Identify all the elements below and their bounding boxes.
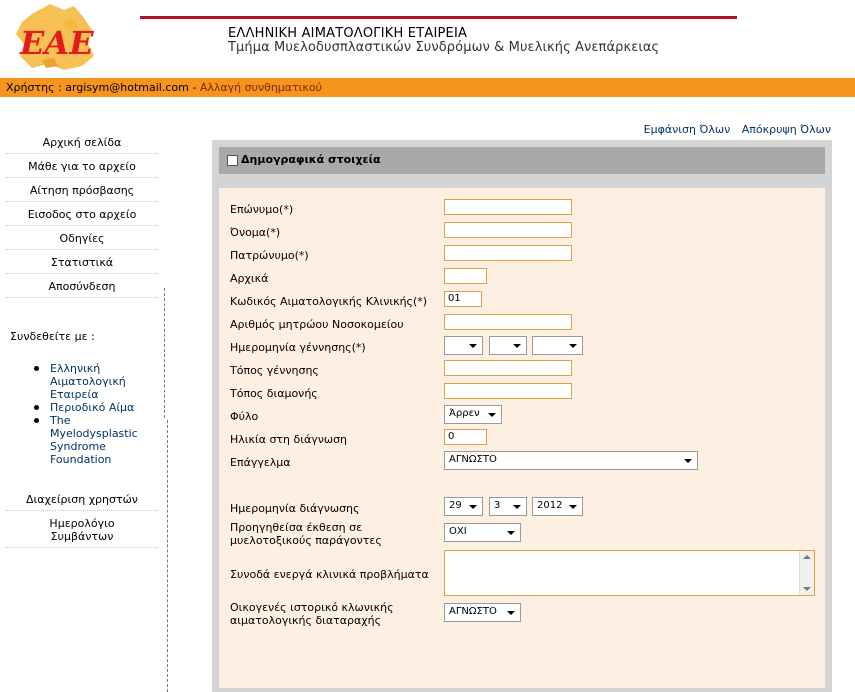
chevron-down-icon — [507, 611, 515, 615]
nav-divider-lower — [167, 420, 168, 692]
diagnosis-month-value: 3 — [494, 500, 501, 511]
hide-all-link[interactable]: Απόκρυψη Όλων — [741, 123, 831, 136]
user-email-label: Χρήστης : argisym@hotmail.com — [6, 81, 189, 94]
clinical-problems-label: Συνοδά ενεργά κλινικά προβλήματα — [230, 568, 429, 581]
birth-place-input[interactable] — [444, 360, 572, 376]
user-info — [6, 81, 322, 94]
residence-label: Τόπος διαμονής — [230, 387, 318, 400]
residence-input[interactable] — [444, 383, 572, 399]
age-diagnosis-label: Ηλικία στη διάγνωση — [230, 433, 348, 446]
external-links — [34, 362, 154, 466]
nav-divider — [164, 288, 165, 418]
diagnosis-year-select[interactable] — [532, 497, 583, 516]
father-name-input[interactable] — [444, 245, 572, 261]
link-hematology-society[interactable]: Ελληνική Αιματολογική Εταιρεία — [34, 362, 128, 401]
section-header[interactable] — [219, 147, 825, 174]
name-input[interactable] — [444, 222, 572, 238]
nav-item-access-request[interactable]: Αίτηση πρόσβασης — [6, 184, 158, 202]
occupation-select[interactable] — [444, 451, 698, 470]
textarea-scrollbar[interactable] — [799, 551, 814, 595]
chevron-down-icon — [513, 344, 521, 348]
father-name-label: Πατρώνυμο(*) — [230, 249, 309, 262]
family-history-value: ΑΓΝΩΣΤΟ — [449, 606, 497, 617]
chevron-down-icon — [507, 531, 515, 535]
initials-input[interactable] — [444, 268, 487, 284]
hospital-reg-input[interactable] — [444, 314, 572, 330]
clinic-code-label: Κωδικός Αιματολογικής Κλινικής(*) — [230, 295, 428, 308]
chevron-down-icon — [569, 344, 577, 348]
occupation-value: ΑΓΝΩΣΤΟ — [449, 454, 497, 465]
scroll-down-icon[interactable] — [803, 587, 811, 591]
nav-item-event-log-label: Ημερολόγιο Συμβάντων — [49, 517, 115, 543]
chevron-down-icon — [569, 505, 577, 509]
nav-item-logout[interactable]: Αποσύνδεση — [6, 280, 158, 298]
user-bar — [0, 78, 855, 97]
chevron-down-icon — [469, 505, 477, 509]
link-aima-journal[interactable]: Περιοδικό Αίμα — [34, 401, 154, 414]
prior-exposure-value: ΟΧΙ — [449, 526, 467, 537]
surname-label: Επώνυμο(*) — [230, 203, 294, 216]
prior-exposure-label — [230, 521, 382, 547]
surname-input[interactable] — [444, 199, 572, 215]
link-mds-foundation[interactable]: The Myelodysplastic Syndrome Foundation — [34, 414, 142, 466]
birth-month-select[interactable] — [489, 336, 527, 355]
diagnosis-date-label: Ημερομηνία διάγνωσης — [230, 502, 360, 515]
sex-value: Άρρεν — [449, 408, 480, 419]
age-diagnosis-input[interactable]: 0 — [444, 429, 487, 445]
change-password-link[interactable]: Αλλαγή συνθηματικού — [199, 81, 322, 94]
initials-label: Αρχικά — [230, 272, 269, 285]
prior-exposure-select[interactable] — [444, 523, 521, 542]
family-history-select[interactable] — [444, 603, 521, 622]
diagnosis-year-value: 2012 — [537, 500, 563, 511]
birth-date-label: Ημερομηνία γέννησης(*) — [230, 341, 366, 354]
nav-item-home[interactable]: Αρχική σελίδα — [6, 136, 158, 154]
society-title: ΕΛΛΗΝΙΚΗ ΑΙΜΑΤΟΛΟΓΙΚΗ ΕΤΑΙΡΕΙΑ — [228, 26, 468, 41]
clinical-problems-textarea[interactable] — [444, 550, 815, 596]
section-title: Δημογραφικά στοιχεία — [241, 153, 381, 166]
family-history-label-line1: Οικογενές ιστορικό κλωνικής — [230, 601, 394, 614]
occupation-label: Επάγγελμα — [230, 456, 291, 469]
header-divider — [140, 16, 737, 19]
clinic-code-input[interactable]: 01 — [444, 291, 482, 307]
birth-place-label: Τόπος γέννησης — [230, 364, 319, 377]
nav-item-user-management[interactable]: Διαχείριση χρηστών — [6, 493, 158, 511]
society-logo — [2, 0, 102, 76]
diagnosis-month-select[interactable] — [489, 497, 527, 516]
diagnosis-day-select[interactable] — [444, 497, 483, 516]
user-bar-separator: - — [188, 81, 200, 94]
birth-year-select[interactable] — [532, 336, 583, 355]
nav-item-login[interactable]: Εισοδος στο αρχείο — [6, 208, 158, 226]
toggle-links — [636, 123, 831, 136]
connect-title: Συνδεθείτε με : — [10, 330, 95, 343]
prior-exposure-label-line1: Προηγηθείσα έκθεση σε — [230, 521, 363, 534]
nav-item-instructions[interactable]: Οδηγίες — [6, 232, 158, 250]
chevron-down-icon — [469, 344, 477, 348]
family-history-label — [230, 601, 394, 627]
hospital-reg-label: Αριθμός μητρώου Νοσοκομείου — [230, 318, 404, 331]
name-label: Όνομα(*) — [230, 226, 281, 239]
nav-item-event-log[interactable] — [6, 517, 158, 548]
diagnosis-day-value: 29 — [449, 500, 462, 511]
nav-item-statistics[interactable]: Στατιστικά — [6, 256, 158, 274]
family-history-label-line2: αιματολογικής διαταραχής — [230, 614, 382, 627]
logo-lettering: ΕΑΕ — [20, 24, 94, 62]
chevron-down-icon — [488, 413, 496, 417]
society-subtitle: Τμήμα Μυελοδυσπλαστικών Συνδρόμων & Μυελικής Ανεπάρκειας — [228, 40, 660, 55]
scroll-up-icon[interactable] — [803, 555, 811, 559]
prior-exposure-label-line2: μυελοτοξικούς παράγοντες — [230, 534, 382, 547]
chevron-down-icon — [684, 459, 692, 463]
sex-select[interactable] — [444, 405, 502, 424]
show-all-link[interactable]: Εμφάνιση Όλων — [643, 123, 731, 136]
nav-item-learn[interactable]: Μάθε για το αρχείο — [6, 160, 158, 178]
chevron-down-icon — [513, 505, 521, 509]
birth-day-select[interactable] — [444, 336, 483, 355]
sex-label: Φύλο — [230, 410, 259, 423]
section-toggle-checkbox[interactable] — [227, 155, 238, 166]
